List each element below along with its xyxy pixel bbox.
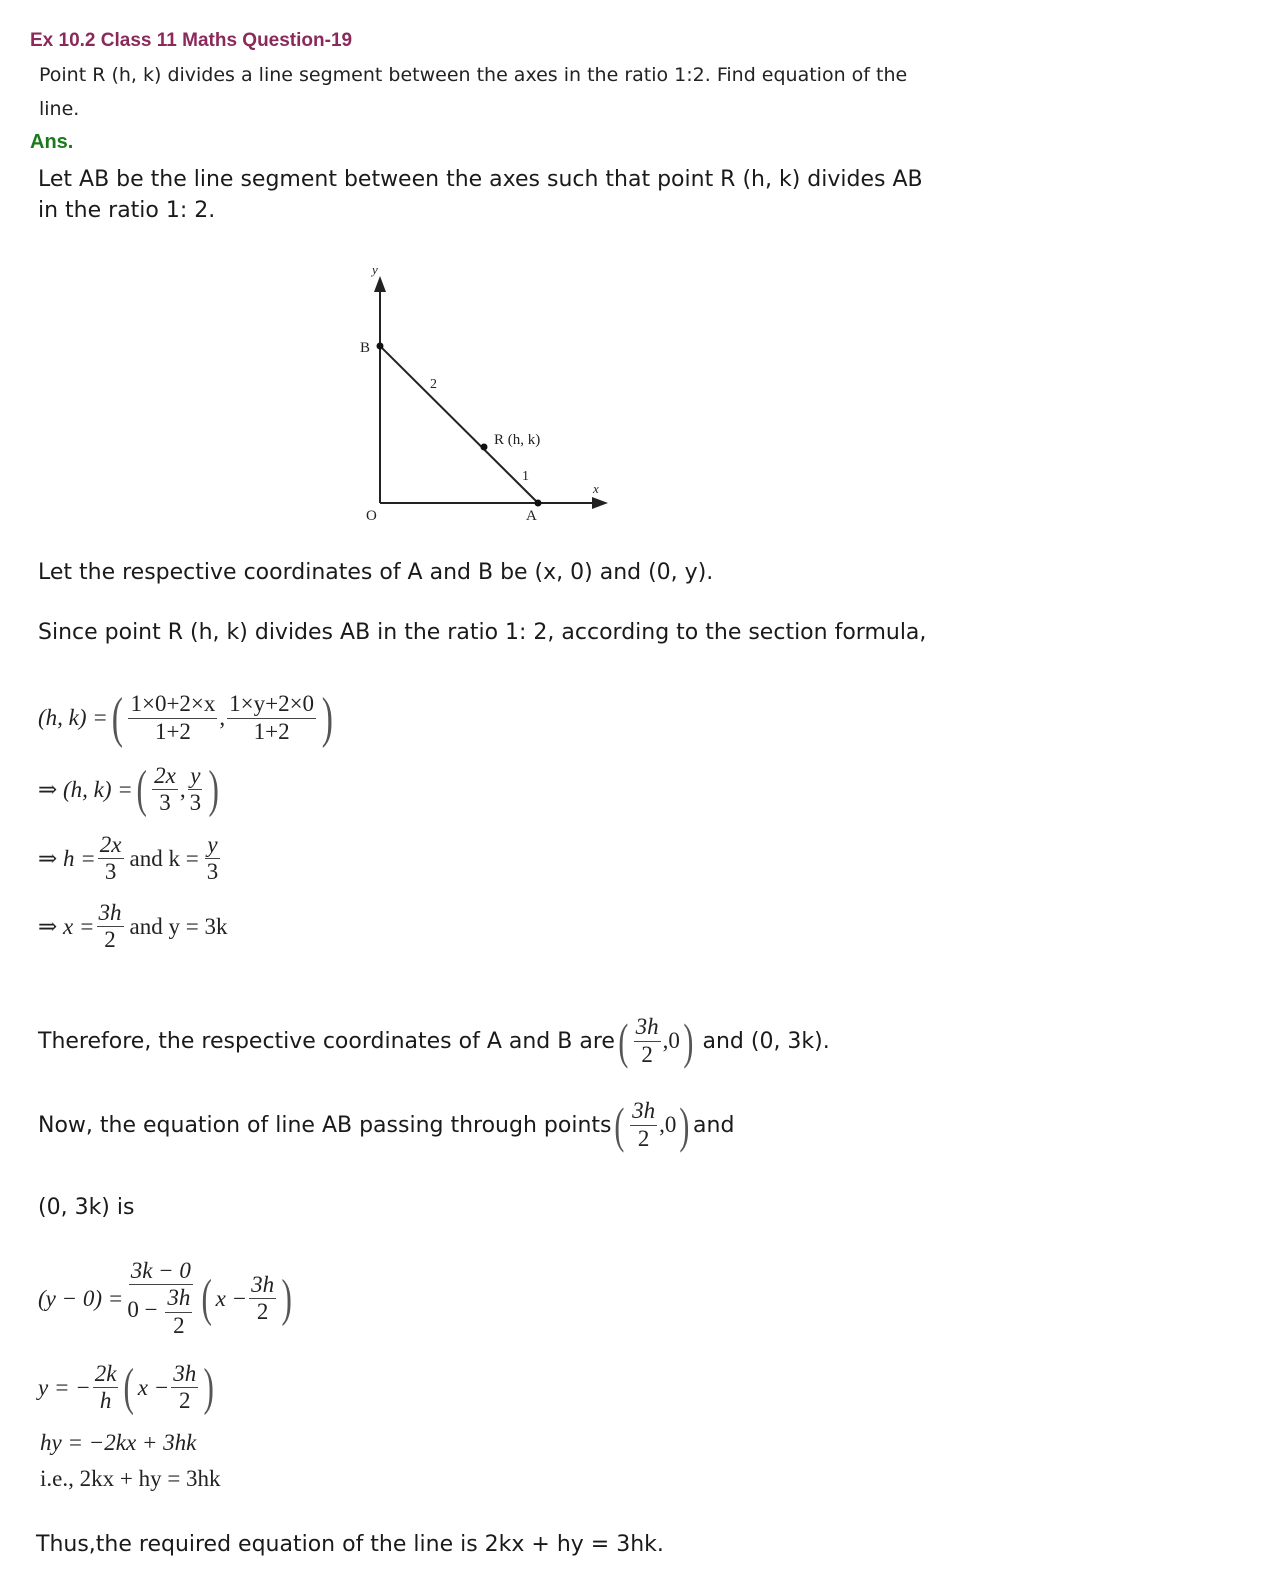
answer-label: Ans. — [30, 131, 74, 153]
intro-line-1: Let AB be the line segment between the axes such that point R (h, k) divides AB — [38, 167, 923, 192]
equation-2: ⇒ (h, k) = ( $\frac{2x}{3}$ , $\frac{y}{3}$ ) — [38, 761, 219, 818]
paragraph-line-ab: Now, the equation of line AB passing through points ( $\frac{3h}{2}$ ,0 ) and — [38, 1097, 735, 1153]
label-1: 1 — [522, 469, 529, 484]
equation-5: (y − 0) = 3k − 0 0 − $\frac{3h}{2}$ ( x − $\frac{3h}{2}$ ) — [38, 1258, 292, 1338]
label-y: y — [372, 262, 378, 277]
question-line-2: line. — [39, 98, 80, 120]
point-a — [535, 500, 542, 507]
equation-7: hy = −2kx + 3hk — [40, 1430, 197, 1455]
eq4-rest: and y = 3k — [129, 913, 228, 939]
eq2-lhs: ⇒ (h, k) = — [38, 776, 133, 802]
x-axis-arrow — [592, 497, 608, 509]
paragraph-point-b: (0, 3k) is — [38, 1195, 135, 1220]
label-a: A — [526, 508, 537, 524]
paragraph-coordinates: Let the respective coordinates of A and B be (x, 0) and (0, y). — [38, 560, 714, 585]
conclusion: Thus,the required equation of the line is 2kx + hy = 3hk. — [36, 1532, 664, 1557]
eq3-fraction-1: $\frac{2x}{3}$ — [99, 832, 122, 885]
eq4-fraction: $\frac{3h}{2}$ — [98, 900, 122, 953]
eq5-lhs: (y − 0) = — [38, 1285, 124, 1311]
eq3-fraction-2: $\frac{y}{3}$ — [206, 832, 219, 885]
y-axis-arrow — [374, 276, 386, 292]
eq2-fraction-1: $\frac{2x}{3}$ — [154, 762, 176, 815]
label-b: B — [360, 340, 371, 356]
point-b — [377, 343, 384, 350]
intro-line-2: in the ratio 1: 2. — [38, 198, 216, 223]
eq3-lhs: ⇒ h = — [38, 845, 96, 871]
point-r — [481, 444, 488, 451]
eq3-mid: and k = — [129, 845, 199, 871]
label-r: R (h, k) — [494, 432, 541, 448]
eq1-fraction-1: $\frac{1\times 0+2\times x}{1+2}$ — [130, 691, 216, 744]
segment-ab — [380, 346, 541, 503]
label-o: O — [366, 508, 377, 524]
equation-1: (h, k) = ( $\frac{1\times 0+2\times x}{1+2}$ , $\frac{1\times y+2\times 0}{1+2}$ ) — [38, 687, 333, 749]
label-x: x — [593, 481, 599, 496]
label-2: 2 — [430, 377, 437, 392]
coordinate-diagram — [350, 260, 620, 530]
paragraph-coordinates-ab: Therefore, the respective coordinates of A and B are ( $\frac{3h}{2}$ ,0 ) and (0, 3k). — [38, 1013, 830, 1069]
eq5-slope: 3k − 0 0 − $\frac{3h}{2}$ — [127, 1258, 191, 1338]
eq1-lhs: (h, k) = — [38, 705, 108, 730]
equation-6: y = − $\frac{2k}{h}$ ( x − $\frac{3h}{2}$ ) — [38, 1359, 215, 1416]
eq6-lhs: y = − — [38, 1374, 91, 1400]
equation-3 — [38, 832, 222, 886]
eq1-fraction-2: $\frac{1\times y+2\times 0}{1+2}$ — [229, 691, 315, 744]
equation-8: i.e., 2kx + hy = 3hk — [40, 1466, 221, 1491]
equation-4 — [38, 900, 227, 954]
eq2-fraction-2: $\frac{y}{3}$ — [189, 762, 202, 815]
paragraph-section-formula: Since point R (h, k) divides AB in the ratio 1: 2, according to the section formula, — [38, 620, 927, 645]
eq4-lhs: ⇒ x = — [38, 913, 95, 939]
page-title: Ex 10.2 Class 11 Maths Question-19 — [30, 30, 353, 51]
question-line-1: Point R (h, k) divides a line segment between the axes in the ratio 1:2. Find equation of the — [39, 64, 908, 86]
